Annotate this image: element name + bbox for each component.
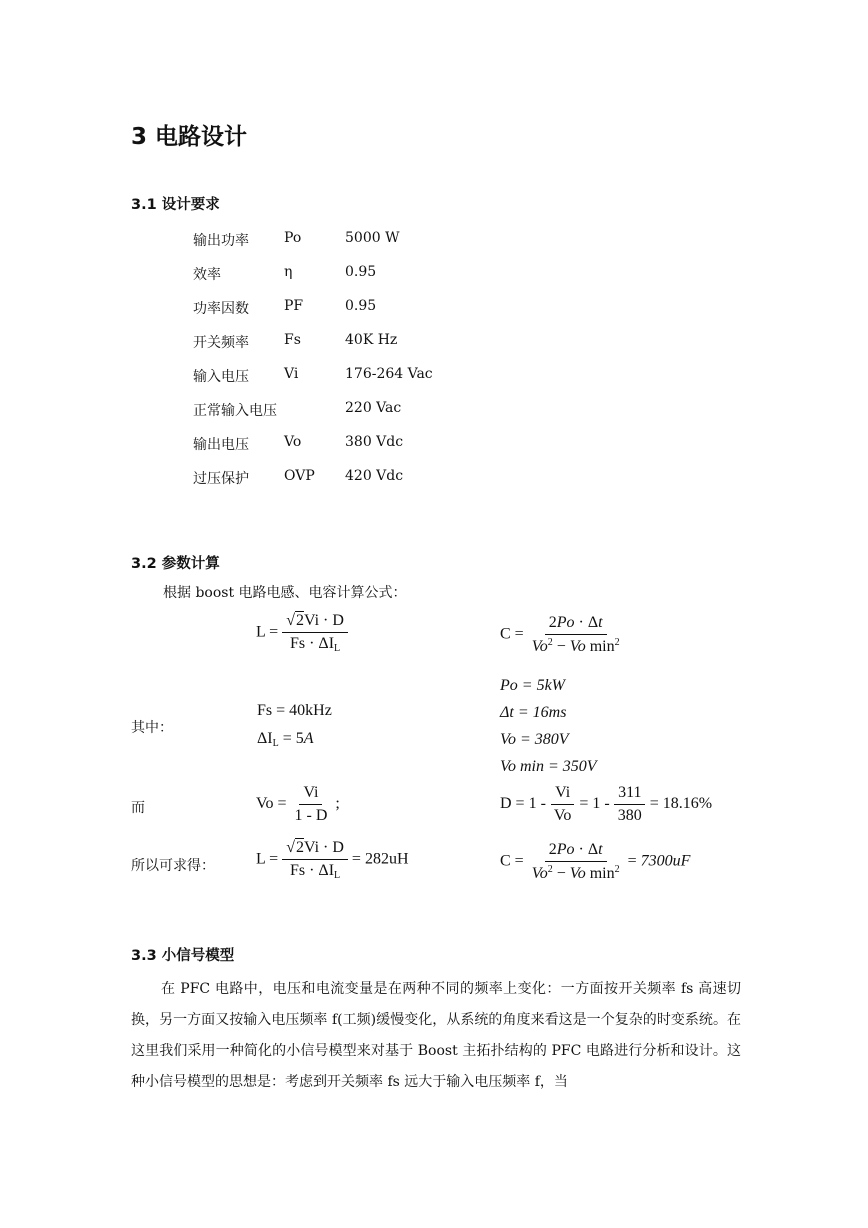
section-title-small-signal: 3.3 小信号模型 — [131, 948, 235, 964]
req-label: 效率 — [193, 267, 221, 283]
req-value: 5000 W — [345, 230, 400, 246]
req-value: 176-264 Vac — [345, 366, 433, 382]
given-vo-min: Vo min = 350V — [500, 758, 597, 775]
label-given: 其中： — [131, 720, 173, 736]
req-symbol: η — [284, 264, 293, 280]
given-delta-t: Δt = 16ms — [500, 704, 567, 721]
formula-inductance: L = $\frac{√2Vi \cdot D}{Fs \cdot \Delta I_L}$ — [256, 612, 352, 654]
result-capacitance: C = $\frac{2Po \cdot \Delta t}{Vo^2 - Vo \min^2}$ = 7300uF — [500, 841, 691, 882]
given-po: Po = 5kW — [500, 677, 565, 694]
req-symbol: Fs — [284, 332, 301, 348]
req-symbol: Po — [284, 230, 302, 246]
req-symbol: Vo — [284, 434, 302, 450]
req-symbol: OVP — [284, 468, 315, 484]
formula-duty: D = 1 - $\frac{Vi}{Vo}$ = 1 - $\frac{311}{380}$ = 18.16% — [500, 784, 713, 824]
given-delta-il: $\Delta I_L = 5A$ — [257, 730, 314, 749]
given-fs: Fs = 40kHz — [257, 702, 332, 719]
section-title-design-requirements: 3.1 设计要求 — [131, 197, 220, 213]
section-title-parameter-calculation: 3.2 参数计算 — [131, 556, 220, 572]
req-value: 380 Vdc — [345, 434, 404, 450]
req-value: 0.95 — [345, 298, 377, 314]
result-inductance: L = $\frac{√2Vi \cdot D}{Fs \cdot \Delta I_L}$ = 282uH — [256, 839, 409, 881]
req-label: 开关频率 — [193, 335, 249, 351]
req-label: 正常输入电压 — [193, 403, 277, 419]
req-label: 输出电压 — [193, 437, 249, 453]
req-value: 0.95 — [345, 264, 377, 280]
req-label: 输入电压 — [193, 369, 249, 385]
req-value: 420 Vdc — [345, 468, 404, 484]
l-result: 282uH — [364, 850, 409, 868]
given-vo: Vo = 380V — [500, 731, 569, 748]
req-symbol: PF — [284, 298, 304, 314]
req-label: 输出功率 — [193, 233, 249, 249]
duty-result: 18.16% — [662, 795, 713, 813]
req-label: 过压保护 — [193, 471, 249, 487]
c-result: 7300uF — [640, 852, 691, 870]
formula-vo: Vo = $\frac{Vi}{1 - D}$ ; — [256, 784, 340, 824]
req-value: 40K Hz — [345, 332, 398, 348]
paragraph-small-signal: 在 PFC 电路中，电压和电流变量是在两种不同的频率上变化：一方面按开关频率 fs 高速切换，另一方面又按输入电压频率 f(工频)缓慢变化，从系统的角度来看这是一个复杂的时变系统。在这里我们采用一种简化的小信号模型来对基于 Boost 主拓扑结构的 PFC 电路进行分析和设计。这种小信号模型的思想是：考虑到开关频率 fs 远大于输入电压频率 f，当 — [131, 981, 741, 1090]
req-symbol: Vi — [284, 366, 299, 382]
duty-den: 380 — [617, 807, 642, 824]
intro-text: 根据 boost 电路电感、电容计算公式： — [163, 585, 407, 601]
label-and: 而 — [131, 800, 145, 816]
label-result: 所以可求得： — [131, 858, 215, 874]
formula-capacitance: C = $\frac{2Po \cdot \Delta t}{Vo^2 - Vo \min^2}$ — [500, 614, 620, 655]
req-value: 220 Vac — [345, 400, 402, 416]
chapter-heading: 3 电路设计 — [131, 124, 248, 150]
duty-num: 311 — [614, 784, 645, 805]
req-label: 功率因数 — [193, 301, 249, 317]
